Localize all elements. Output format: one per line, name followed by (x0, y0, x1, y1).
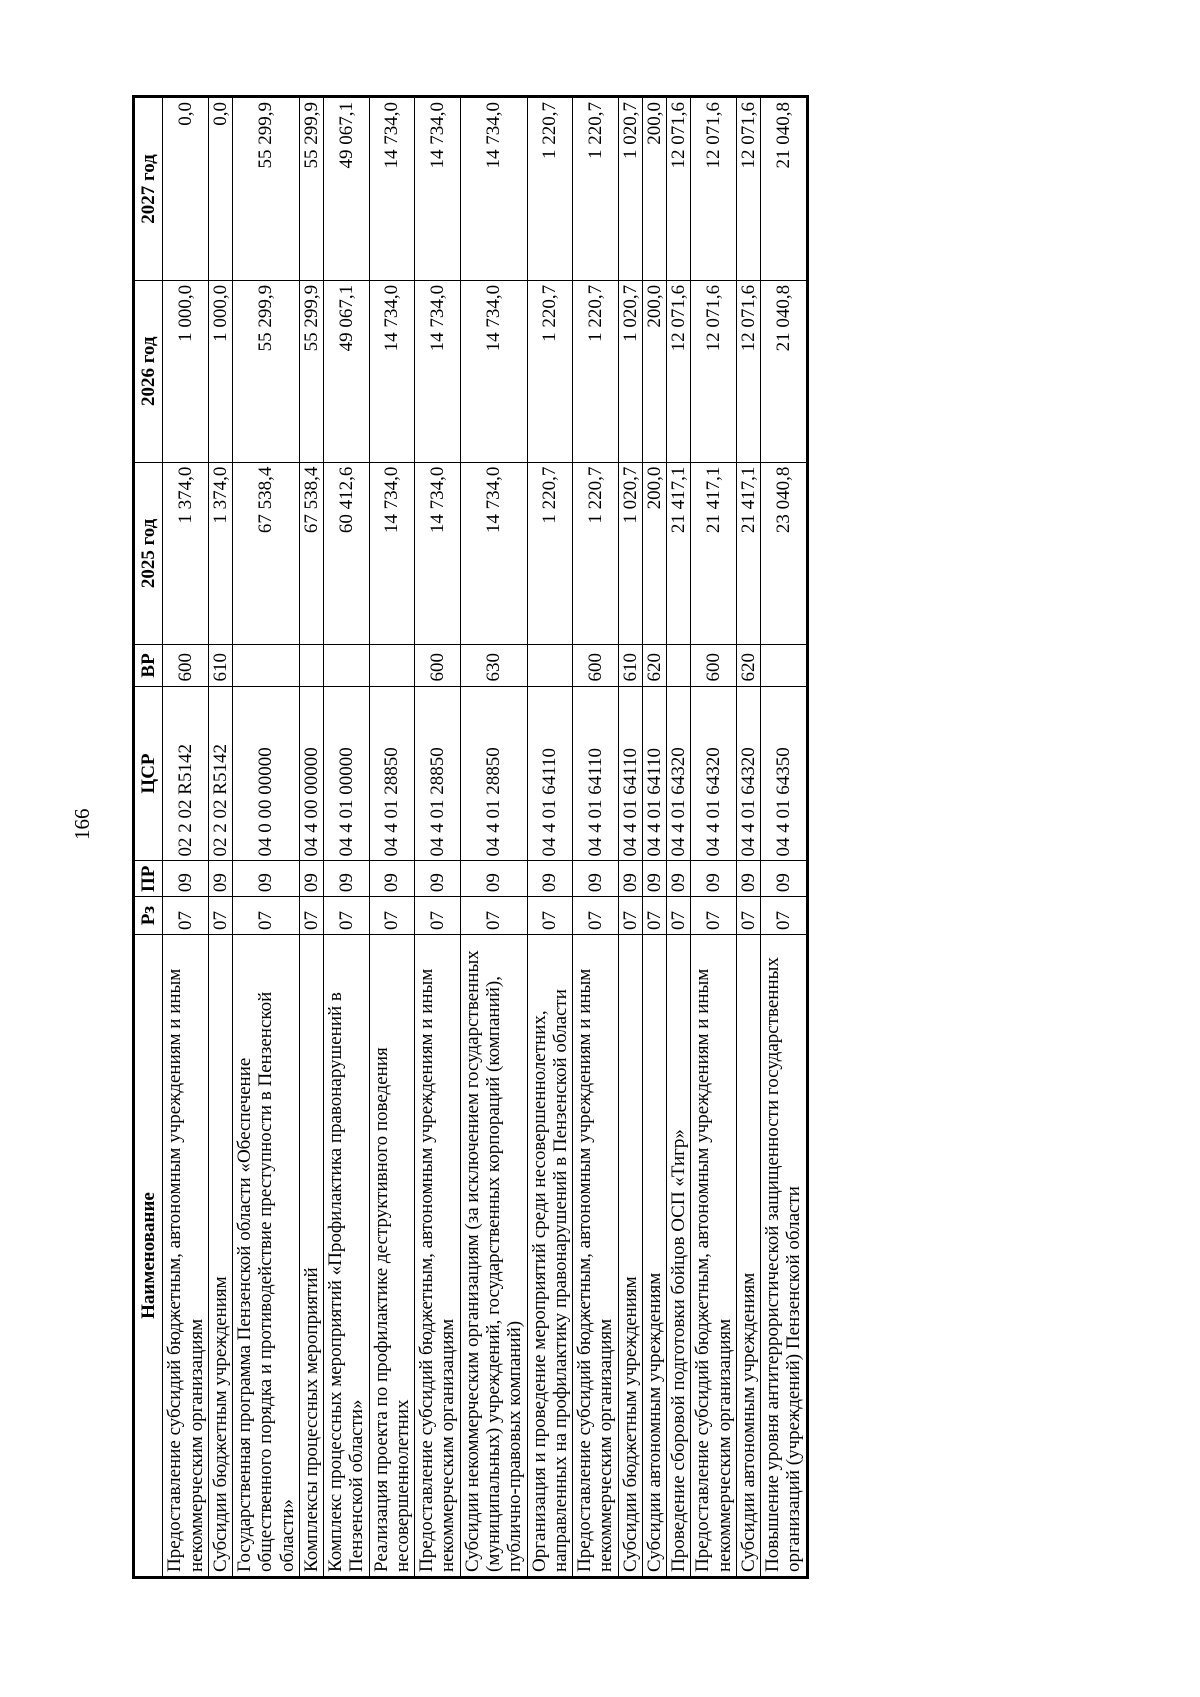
cell-vr: 600 (691, 645, 737, 686)
cell-name: Предоставление субсидий бюджетным, автономным учреждениям и иным некоммерческим организациям (691, 935, 737, 1578)
header-2027: 2027 год (134, 97, 163, 281)
cell-vr: 600 (573, 645, 619, 686)
table-row (299, 97, 323, 1578)
cell-2026: 12 071,6 (736, 280, 760, 462)
cell-pr: 09 (761, 861, 808, 897)
header-name: Наименование (134, 935, 163, 1578)
cell-2025: 23 040,8 (761, 462, 808, 645)
cell-2027: 14 734,0 (460, 97, 527, 281)
cell-name: Субсидии бюджетным учреждениям (618, 935, 642, 1578)
cell-2027: 14 734,0 (369, 97, 415, 281)
cell-2026: 1 220,7 (573, 280, 619, 462)
header-pr: ПР (134, 861, 163, 897)
cell-2027: 1 220,7 (527, 97, 573, 281)
cell-csr: 04 4 01 00000 (324, 686, 370, 861)
cell-name: Субсидии автономным учреждениям (736, 935, 760, 1578)
cell-name: Комплексы процессных мероприятий (299, 935, 323, 1578)
cell-name: Субсидии автономным учреждениям (642, 935, 666, 1578)
cell-pr: 09 (642, 861, 666, 897)
cell-rz: 07 (460, 897, 527, 935)
cell-rz: 07 (415, 897, 461, 935)
cell-name: Комплекс процессных мероприятий «Профилактика правонарушений в Пензенской области» (324, 935, 370, 1578)
header-rz: Рз (134, 897, 163, 935)
cell-2027: 49 067,1 (324, 97, 370, 281)
table-row (324, 97, 370, 1578)
cell-csr: 04 4 01 64350 (761, 686, 808, 861)
cell-csr: 04 4 01 28850 (369, 686, 415, 861)
cell-vr: 600 (415, 645, 461, 686)
cell-2026: 12 071,6 (667, 280, 691, 462)
cell-vr: 620 (736, 645, 760, 686)
cell-rz: 07 (208, 897, 232, 935)
table-row (460, 97, 527, 1578)
cell-rz: 07 (369, 897, 415, 935)
cell-csr: 04 4 01 64110 (527, 686, 573, 861)
page-number: 166 (70, 808, 94, 840)
cell-vr (527, 645, 573, 686)
cell-2025: 200,0 (642, 462, 666, 645)
header-row (134, 97, 163, 1578)
cell-csr: 04 4 01 64320 (667, 686, 691, 861)
cell-2025: 67 538,4 (299, 462, 323, 645)
cell-pr: 09 (324, 861, 370, 897)
table-row (233, 97, 300, 1578)
table-row (618, 97, 642, 1578)
cell-2027: 0,0 (208, 97, 232, 281)
cell-2027: 55 299,9 (233, 97, 300, 281)
cell-2026: 1 000,0 (208, 280, 232, 462)
cell-2026: 1 000,0 (163, 280, 209, 462)
table-row (667, 97, 691, 1578)
cell-pr: 09 (573, 861, 619, 897)
cell-csr: 04 4 01 64110 (618, 686, 642, 861)
rotated-table-container (132, 95, 809, 1579)
cell-name: Государственная программа Пензенской области «Обеспечение общественного порядка и противодействие преступности в Пензенской области» (233, 935, 300, 1578)
cell-vr: 600 (163, 645, 209, 686)
cell-2026: 55 299,9 (299, 280, 323, 462)
cell-vr (761, 645, 808, 686)
cell-2027: 1 020,7 (618, 97, 642, 281)
cell-vr: 630 (460, 645, 527, 686)
cell-name: Организация и проведение мероприятий среди несовершеннолетних, направленных на профилактику правонарушений в Пензенской области (527, 935, 573, 1578)
cell-csr: 04 4 01 64110 (642, 686, 666, 861)
cell-rz: 07 (233, 897, 300, 935)
cell-2025: 21 417,1 (691, 462, 737, 645)
table-row (415, 97, 461, 1578)
table-row (369, 97, 415, 1578)
cell-2027: 1 220,7 (573, 97, 619, 281)
cell-vr: 620 (642, 645, 666, 686)
cell-name: Субсидии бюджетным учреждениям (208, 935, 232, 1578)
cell-rz: 07 (527, 897, 573, 935)
cell-2025: 21 417,1 (736, 462, 760, 645)
cell-2025: 1 374,0 (208, 462, 232, 645)
cell-2025: 1 374,0 (163, 462, 209, 645)
cell-2026: 49 067,1 (324, 280, 370, 462)
cell-rz: 07 (691, 897, 737, 935)
cell-csr: 04 4 01 28850 (460, 686, 527, 861)
table-row (761, 97, 808, 1578)
table-row (163, 97, 209, 1578)
cell-pr: 09 (299, 861, 323, 897)
cell-2026: 14 734,0 (369, 280, 415, 462)
table-row (691, 97, 737, 1578)
cell-2027: 21 040,8 (761, 97, 808, 281)
cell-rz: 07 (573, 897, 619, 935)
cell-csr: 02 2 02 R5142 (163, 686, 209, 861)
cell-csr: 04 4 00 00000 (299, 686, 323, 861)
cell-2027: 55 299,9 (299, 97, 323, 281)
cell-csr: 04 4 01 28850 (415, 686, 461, 861)
cell-name: Повышение уровня антитеррористической защищенности государственных организаций (учреждений) Пензенской области (761, 935, 808, 1578)
cell-vr: 610 (618, 645, 642, 686)
cell-name: Предоставление субсидий бюджетным, автономным учреждениям и иным некоммерческим организациям (415, 935, 461, 1578)
header-csr: ЦСР (134, 686, 163, 861)
cell-pr: 09 (618, 861, 642, 897)
cell-rz: 07 (667, 897, 691, 935)
cell-rz: 07 (618, 897, 642, 935)
cell-rz: 07 (736, 897, 760, 935)
cell-pr: 09 (667, 861, 691, 897)
cell-csr: 04 0 00 00000 (233, 686, 300, 861)
cell-2025: 14 734,0 (369, 462, 415, 645)
cell-pr: 09 (527, 861, 573, 897)
header-2025: 2025 год (134, 462, 163, 645)
cell-pr: 09 (163, 861, 209, 897)
cell-pr: 09 (208, 861, 232, 897)
cell-csr: 04 4 01 64320 (736, 686, 760, 861)
cell-2026: 55 299,9 (233, 280, 300, 462)
cell-2026: 1 220,7 (527, 280, 573, 462)
cell-rz: 07 (642, 897, 666, 935)
cell-vr (667, 645, 691, 686)
budget-table (132, 95, 809, 1579)
header-2026: 2026 год (134, 280, 163, 462)
cell-2025: 1 020,7 (618, 462, 642, 645)
table-row (642, 97, 666, 1578)
cell-2025: 1 220,7 (527, 462, 573, 645)
table-body (163, 97, 807, 1578)
cell-name: Субсидии некоммерческим организациям (за исключением государственных (муниципальных) учреждений, государственных корпораций (компаний), публично-правовых компаний) (460, 935, 527, 1578)
cell-2026: 12 071,6 (691, 280, 737, 462)
cell-name: Реализация проекта по профилактике деструктивного поведения несовершеннолетних (369, 935, 415, 1578)
table-row (208, 97, 232, 1578)
cell-2025: 14 734,0 (415, 462, 461, 645)
cell-rz: 07 (163, 897, 209, 935)
cell-2026: 200,0 (642, 280, 666, 462)
cell-csr: 04 4 01 64110 (573, 686, 619, 861)
cell-name: Предоставление субсидий бюджетным, автономным учреждениям и иным некоммерческим организациям (163, 935, 209, 1578)
cell-2025: 21 417,1 (667, 462, 691, 645)
cell-name: Предоставление субсидий бюджетным, автономным учреждениям и иным некоммерческим организациям (573, 935, 619, 1578)
cell-pr: 09 (415, 861, 461, 897)
cell-vr: 610 (208, 645, 232, 686)
cell-csr: 04 4 01 64320 (691, 686, 737, 861)
cell-vr (369, 645, 415, 686)
cell-2026: 14 734,0 (415, 280, 461, 462)
cell-vr (324, 645, 370, 686)
cell-2025: 60 412,6 (324, 462, 370, 645)
cell-2026: 21 040,8 (761, 280, 808, 462)
cell-pr: 09 (233, 861, 300, 897)
cell-2027: 200,0 (642, 97, 666, 281)
table-row (573, 97, 619, 1578)
cell-vr (233, 645, 300, 686)
cell-rz: 07 (324, 897, 370, 935)
cell-2026: 14 734,0 (460, 280, 527, 462)
cell-2025: 67 538,4 (233, 462, 300, 645)
cell-rz: 07 (299, 897, 323, 935)
cell-2027: 12 071,6 (667, 97, 691, 281)
cell-2025: 1 220,7 (573, 462, 619, 645)
cell-csr: 02 2 02 R5142 (208, 686, 232, 861)
cell-2027: 12 071,6 (736, 97, 760, 281)
table-header (134, 97, 163, 1578)
header-vr: ВР (134, 645, 163, 686)
cell-pr: 09 (691, 861, 737, 897)
cell-pr: 09 (369, 861, 415, 897)
table-row (527, 97, 573, 1578)
cell-2027: 14 734,0 (415, 97, 461, 281)
cell-2027: 12 071,6 (691, 97, 737, 281)
cell-vr (299, 645, 323, 686)
cell-rz: 07 (761, 897, 808, 935)
cell-name: Проведение сборовой подготовки бойцов ОСП «Тигр» (667, 935, 691, 1578)
cell-pr: 09 (736, 861, 760, 897)
table-row (736, 97, 760, 1578)
cell-2025: 14 734,0 (460, 462, 527, 645)
cell-2027: 0,0 (163, 97, 209, 281)
cell-2026: 1 020,7 (618, 280, 642, 462)
cell-pr: 09 (460, 861, 527, 897)
